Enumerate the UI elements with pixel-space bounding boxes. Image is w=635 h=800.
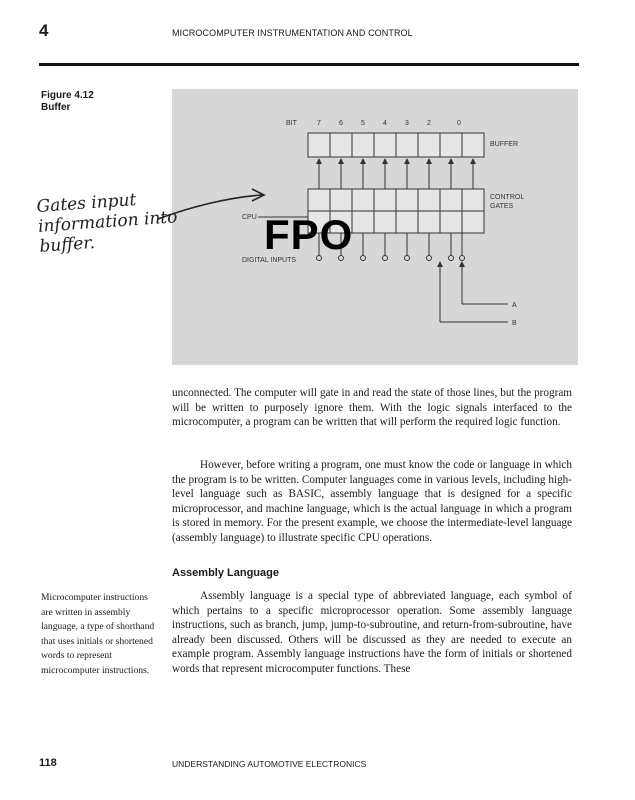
- fpo-placeholder: FPO: [264, 211, 354, 258]
- cpu-label: CPU: [242, 214, 257, 221]
- figure-caption: [41, 90, 94, 114]
- handwritten-annotation: Gates input information into buffer.: [36, 190, 179, 257]
- control-gates: [308, 189, 484, 211]
- gates-label: GATES: [490, 203, 514, 210]
- digital-inputs-label: DIGITAL INPUTS: [242, 257, 297, 264]
- bit-number: 4: [383, 120, 387, 127]
- bit-number: 2: [427, 120, 431, 127]
- bit-number: 0: [457, 120, 461, 127]
- buffer-label: BUFFER: [490, 141, 518, 148]
- section-heading: Assembly Language: [172, 567, 279, 579]
- footer-book-title: UNDERSTANDING AUTOMOTIVE ELECTRONICS: [172, 759, 367, 769]
- input-b-label: B: [512, 320, 517, 327]
- figure-title: Buffer: [41, 102, 71, 113]
- bit-number: 3: [405, 120, 409, 127]
- margin-note: Microcomputer instructions are written in assembly language, a type of shorthand that uses initials or shortened words to represent microcomputer instructions.: [41, 592, 155, 676]
- body-paragraph: However, before writing a program, one must know the code or language in which the program is to be written. Computer languages come in various levels, including high-level language such as BASIC, assembly language that is designed for a specific microprocessor, and machine language, which is the actual language in which a program is stored in memory. For the present example, we choose the intermediate-level language (assembly language) to illustrate specific CPU operations.: [172, 459, 572, 544]
- chapter-number: 4: [39, 21, 49, 40]
- buffer-figure: [172, 89, 578, 365]
- bit-label: BIT: [286, 120, 297, 127]
- bit-number: 5: [361, 120, 365, 127]
- figure-number: Figure 4.12: [41, 90, 94, 101]
- bit-number: 7: [317, 120, 321, 127]
- buffer-register: [308, 133, 484, 157]
- body-paragraph: unconnected. The computer will gate in and read the state of those lines, but the program will be written to purposely ignore them. With the logic signals interfaced to the microcomputer, a program can be written that will perform the required logic function.: [172, 387, 572, 429]
- body-paragraph: Assembly language is a special type of abbreviated language, each symbol of which pertains to a specific microprocessor operation. Some assembly language instructions, such as branch, jump, jump-to-subroutine, and return-from-subroutine, have already been discussed. Others will be discussed as they are needed to execute an example program. Assembly language instructions have the form of initials or shortened words that represent microcomputer functions. These: [172, 590, 572, 675]
- buffer-diagram: [172, 89, 578, 365]
- page-number: 118: [39, 757, 57, 769]
- input-a-label: A: [512, 302, 517, 309]
- header-rule: [39, 63, 579, 66]
- control-label: CONTROL: [490, 194, 525, 201]
- bit-number: 6: [339, 120, 343, 127]
- running-head-title: MICROCOMPUTER INSTRUMENTATION AND CONTROL: [172, 28, 413, 38]
- bit-numbers: [317, 120, 461, 127]
